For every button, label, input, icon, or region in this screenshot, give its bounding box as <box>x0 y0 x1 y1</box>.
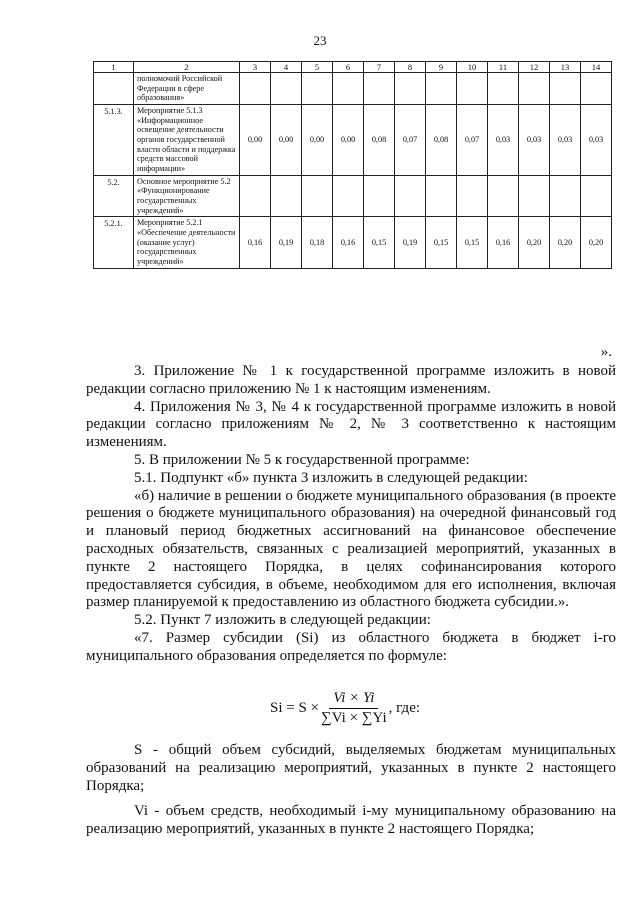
paragraph-4: 4. Приложения № 3, № 4 к государственной программе изложить в новой редакции согласно приложениям № 2, № 3 соответственно к настоящим изменениям. <box>86 398 616 451</box>
value-cell: 0,16 <box>240 217 271 268</box>
header-cell: 4 <box>271 62 302 73</box>
value-cell: 0,07 <box>457 105 488 176</box>
value-cell: 0,20 <box>581 217 612 268</box>
value-cell <box>271 175 302 217</box>
header-cell: 10 <box>457 62 488 73</box>
value-cell <box>364 175 395 217</box>
page-number: 23 <box>313 33 327 48</box>
value-cell <box>240 175 271 217</box>
value-cell <box>302 175 333 217</box>
value-cell: 0,16 <box>488 217 519 268</box>
value-cell: 0,00 <box>240 105 271 176</box>
table-header-row <box>94 62 612 73</box>
row-code: 5.2. <box>94 175 134 217</box>
header-cell: 13 <box>550 62 581 73</box>
value-cell: 0,16 <box>333 217 364 268</box>
value-cell <box>426 175 457 217</box>
value-cell: 0,20 <box>519 217 550 268</box>
value-cell: 0,00 <box>271 105 302 176</box>
paragraph-5-1: 5.1. Подпункт «б» пункта 3 изложить в следующей редакции: <box>134 469 528 486</box>
value-cell <box>395 175 426 217</box>
table-row <box>94 105 612 176</box>
header-cell: 2 <box>134 62 240 73</box>
header-cell: 3 <box>240 62 271 73</box>
formula-lhs: Si = S × <box>270 700 320 716</box>
body-text <box>86 363 616 666</box>
value-cell <box>333 175 364 217</box>
value-cell <box>457 73 488 105</box>
value-cell: 0,00 <box>302 105 333 176</box>
value-cell <box>333 73 364 105</box>
value-cell: 0,08 <box>426 105 457 176</box>
value-cell: 0,15 <box>457 217 488 268</box>
value-cell: 0,18 <box>302 217 333 268</box>
value-cell: 0,19 <box>395 217 426 268</box>
formula-fraction <box>321 690 387 727</box>
value-cell <box>271 73 302 105</box>
row-name: полномочий Российской Федерации в сфере образования» <box>134 73 240 105</box>
header-cell: 7 <box>364 62 395 73</box>
row-code <box>94 73 134 105</box>
value-cell: 0,03 <box>550 105 581 176</box>
header-cell: 6 <box>333 62 364 73</box>
formula-denominator: ∑Vi × ∑Yi <box>321 710 387 726</box>
value-cell: 0,15 <box>364 217 395 268</box>
row-name: Мероприятие 5.2.1 «Обеспечение деятельности (оказание услуг) государственных учреждений» <box>134 217 240 268</box>
program-table <box>93 61 612 269</box>
value-cell: 0,03 <box>581 105 612 176</box>
value-cell: 0,03 <box>519 105 550 176</box>
value-cell <box>302 73 333 105</box>
header-cell: 8 <box>395 62 426 73</box>
value-cell: 0,20 <box>550 217 581 268</box>
paragraph-3: 3. Приложение № 1 к государственной программе изложить в новой редакции согласно приложению № 1 к настоящим изменениям. <box>86 363 616 397</box>
definitions <box>86 742 616 847</box>
paragraph-5-2: 5.2. Пункт 7 изложить в следующей редакции: <box>134 612 431 629</box>
header-cell: 5 <box>302 62 333 73</box>
value-cell <box>550 73 581 105</box>
value-cell: 0,19 <box>271 217 302 268</box>
definition-vi: Vi - объем средств, необходимый i-му муниципальному образованию на реализацию мероприятий, указанных в пункте 2 настоящего Порядка; <box>86 803 616 838</box>
value-cell <box>240 73 271 105</box>
value-cell: 0,15 <box>426 217 457 268</box>
value-cell <box>581 73 612 105</box>
value-cell <box>364 73 395 105</box>
header-cell: 11 <box>488 62 519 73</box>
value-cell <box>395 73 426 105</box>
definition-s: S - общий объем субсидий, выделяемых бюджетам муниципальных образований на реализацию мероприятий, указанных в пункте 2 настоящего Порядка; <box>86 742 616 794</box>
value-cell: 0,08 <box>364 105 395 176</box>
paragraph-7: «7. Размер субсидии (Si) из областного бюджета в бюджет i-го муниципального образования определяется по формуле: <box>86 629 616 664</box>
value-cell <box>457 175 488 217</box>
header-cell: 1 <box>94 62 134 73</box>
header-cell: 9 <box>426 62 457 73</box>
header-cell: 14 <box>581 62 612 73</box>
row-code: 5.1.3. <box>94 105 134 176</box>
paragraph-5: 5. В приложении № 5 к государственной программе: <box>134 451 470 468</box>
paragraph-5-1-b: «б) наличие в решении о бюджете муниципального образования (в проекте решения о бюджете муниципального образования) на очередной финансовый год и плановый период бюджетных ассигнований на финансовое обеспечение расходных обязательств, связанных с реализацией мероприятий, указанных в пункте 2 настоящего Порядка, в целях софинансирования которого предоставляется субсидия, в объеме, необходимом для его исполнения, включая размер планируемой к предоставлению из областного бюджета субсидии.». <box>86 487 616 611</box>
formula-numerator: Vi × Yi <box>329 690 378 709</box>
row-name: Мероприятие 5.1.3 «Информационное освещение деятельности органов государственной власти области и поддержка средств массовой информации» <box>134 105 240 176</box>
value-cell <box>488 73 519 105</box>
value-cell <box>519 175 550 217</box>
value-cell <box>550 175 581 217</box>
subsidy-formula <box>270 690 420 727</box>
value-cell: 0,00 <box>333 105 364 176</box>
value-cell: 0,07 <box>395 105 426 176</box>
table-row <box>94 217 612 268</box>
table-row <box>94 73 612 105</box>
value-cell: 0,03 <box>488 105 519 176</box>
row-code: 5.2.1. <box>94 217 134 268</box>
value-cell <box>519 73 550 105</box>
value-cell <box>488 175 519 217</box>
value-cell <box>581 175 612 217</box>
formula-suffix: , где: <box>388 700 421 716</box>
row-name: Основное мероприятие 5.2 «Функционирование государственных учреждений» <box>134 175 240 217</box>
value-cell <box>426 73 457 105</box>
table-row <box>94 175 612 217</box>
header-cell: 12 <box>519 62 550 73</box>
closing-quote: ». <box>600 344 612 360</box>
